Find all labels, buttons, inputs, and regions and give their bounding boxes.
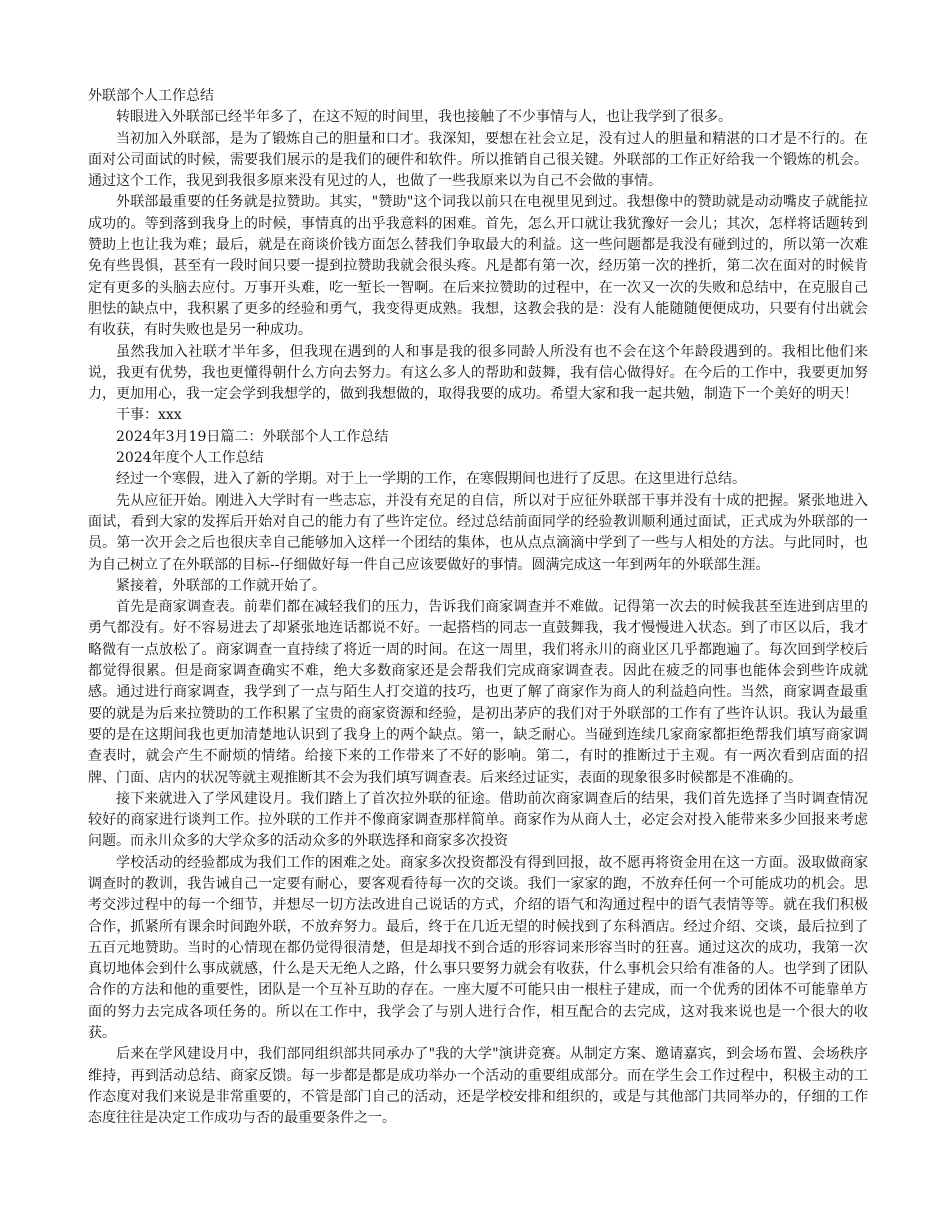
paragraph: 后来在学风建设月中，我们部同组织部共同承办了"我的大学"演讲竞赛。从制定方案、邀请嘉宾，到会场布置、会场秩序维持，再到活动总结、商家反馈。每一步都是都是成功举办一个活动的重要组成部分。而在学生会工作过程中，积极主动的工作态度对我们来说是非常重要的，不管是部门自己的活动，还是学校安排和组织的，或是与其他部门共同举办的，仔细的工作态度往往是决定工作成功与否的最重要条件之一。 bbox=[88, 1046, 868, 1127]
paragraph: 先从应征开始。刚进入大学时有一些志忘，并没有充足的自信，所以对于应征外联部干事并没有十成的把握。紧张地进入面试，看到大家的发挥后开始对自己的能力有了些许定位。经过总结前面同学的经验教训顺利通过面试，正式成为外联部的一员。第一次开会之后也很庆幸自己能够加入这样一个团结的集体，也从点点滴滴中学到了一些与人相处的方法。与此同时，也为自己树立了在外联部的目标--仔细做好每一件自己应该要做好的事情。圆满完成这一年到两年的外联部生涯。 bbox=[88, 492, 868, 573]
paragraph: 接下来就进入了学风建设月。我们踏上了首次拉外联的征途。借助前次商家调查后的结果，我们首先选择了当时调查情况较好的商家进行谈判工作。拉外联的工作并不像商家调查那样简单。商家作为从商人士，必定会对投入能带来多少回报来考虑问题。而永川众多的大学众多的活动众多的外联选择和商家多次投资 bbox=[88, 790, 868, 850]
paragraph: 外联部最重要的任务就是拉赞助。其实，"赞助"这个词我以前只在电视里见到过。我想像中的赞助就是动动嘴皮子就能拉成功的。等到落到我身上的时候，事情真的出乎我意料的困难。首先，怎么开口就让我犹豫好一会儿；其次，怎样将话题转到赞助上也让我为难；最后，就是在商谈价钱方面怎么替我们争取最大的利益。这一些问题都是我没有碰到过的，所以第一次难免有些畏惧，甚至有一段时间只要一提到拉赞助我就会很头疼。凡是都有第一次，经历第一次的挫折，第二次在面对的时候肯定有更多的头脑去应付。万事开头难，吃一堑长一智啊。在后来拉赞助的过程中，在一次又一次的失败和总结中，在克服自己胆怯的缺点中，我积累了更多的经验和勇气，我变得更成熟。我想，这教会我的是：没有人能随随便便成功，只要有付出就会有收获，有时失败也是另一种成功。 bbox=[88, 194, 868, 339]
paragraph: 虽然我加入社联才半年多，但我现在遇到的人和事是我的很多同龄人所没有也不会在这个年龄段遇到的。我相比他们来说，我更有优势，我也更懂得朝什么方向去努力。有这么多人的帮助和鼓舞，我有信心做得好。在今后的工作中，我要更加努力，更加用心，我一定会学到我想学的，做到我想做的，取得我要的成功。希望大家和我一起共勉，制造下一个美好的明天！ bbox=[88, 343, 868, 403]
paragraph: 转眼进入外联部已经半年多了，在这不短的时间里，我也接触了不少事情与人，也让我学到了很多。 bbox=[116, 109, 732, 126]
paragraph: 当初加入外联部，是为了锻炼自己的胆量和口才。我深知，要想在社会立足，没有过人的胆量和精湛的口才是不行的。在面对公司面试的时候，需要我们展示的是我们的硬件和软件。所以推销自己很关键。外联部的工作正好给我一个锻炼的机会。通过这个工作，我见到我很多原来没有见过的人，也做了一些我原来以为自己不会做的事情。 bbox=[88, 130, 868, 190]
paragraph: 紧接着，外联部的工作就开始了。 bbox=[116, 577, 326, 594]
signer-line: 干事：xxx bbox=[116, 407, 182, 424]
date-line: 2024年3月19日篇二：外联部个人工作总结 bbox=[116, 428, 389, 445]
paragraph: 首先是商家调查表。前辈们都在减轻我们的压力，告诉我们商家调查并不难做。记得第一次去的时候我甚至连进到店里的勇气都没有。好不容易进去了却紧张地连话都说不好。一起搭档的同志一直鼓舞我，我才慢慢进入状态。到了市区以后，我才略微有一点放松了。商家调查一直持续了将近一周的时间。在这一周里，我们将永川的商业区几乎都跑遍了。每次回到学校后都觉得很累。但是商家调查确实不难，绝大多数商家还是会帮我们完成商家调查表。因此在疲乏的同事也能体会到些许成就感。通过进行商家调查，我学到了一点与陌生人打交道的技巧，也更了解了商家作为商人的利益趋向性。当然，商家调查最重要的就是为后来拉赞助的工作积累了宝贵的商家资源和经验，是初出茅庐的我们对于外联部的工作有了些许认识。我认为最重要的是在这期间我也更加清楚地认识到了我身上的两个缺点。第一，缺乏耐心。当碰到连续几家商家都拒绝帮我们填写商家调查表时，就会产生不耐烦的情绪。给接下来的工作带来了不好的影响。第二，有时的推断过于主观。有一两次看到店面的招牌、门面、店内的状况等就主观推断其不会为我们填写调查表。后来经过证实，表面的现象很多时候都是不准确的。 bbox=[88, 599, 868, 786]
paragraph: 学校活动的经验都成为我们工作的困难之处。商家多次投资都没有得到回报，故不愿再将资金用在这一方面。汲取做商家调查时的教训，我告诫自己一定要有耐心，要客观看待每一次的交谈。我们一家家的跑，不放弃任何一个可能成功的机会。思考交涉过程中的每一个细节，并想尽一切方法改进自己说话的方式，介绍的语气和沟通过程中的语气表情等等。就在我们积极合作，抓紧所有课余时间跑外联，不放弃努力。最后，终于在几近无望的时候找到了东科酒店。经过介绍、交谈，最后拉到了五百元地赞助。当时的心情现在都仍觉得很清楚，但是却找不到合适的形容词来形容当时的狂喜。通过这次的成功，我第一次真切地体会到什么事成就感，什么是天无绝人之路，什么事只要努力就会有收获，什么事机会只给有准备的人。也学到了团队合作的方法和他的重要性，团队是一个互补互助的存在。一座大厦不可能只由一根柱子建成，而一个优秀的团体不可能靠单方面的努力去完成各项任务的。所以在工作中，我学会了与别人进行合作，相互配合的去完成，这对我来说也是一个很大的收获。 bbox=[88, 854, 868, 1042]
document-title: 外联部个人工作总结 bbox=[88, 88, 214, 104]
subtitle-line: 2024年度个人工作总结 bbox=[116, 450, 264, 467]
paragraph: 经过一个寒假，进入了新的学期。对于上一学期的工作，在寒假期间也进行了反思。在这里进行总结。 bbox=[116, 471, 746, 488]
document-page bbox=[88, 86, 868, 1130]
